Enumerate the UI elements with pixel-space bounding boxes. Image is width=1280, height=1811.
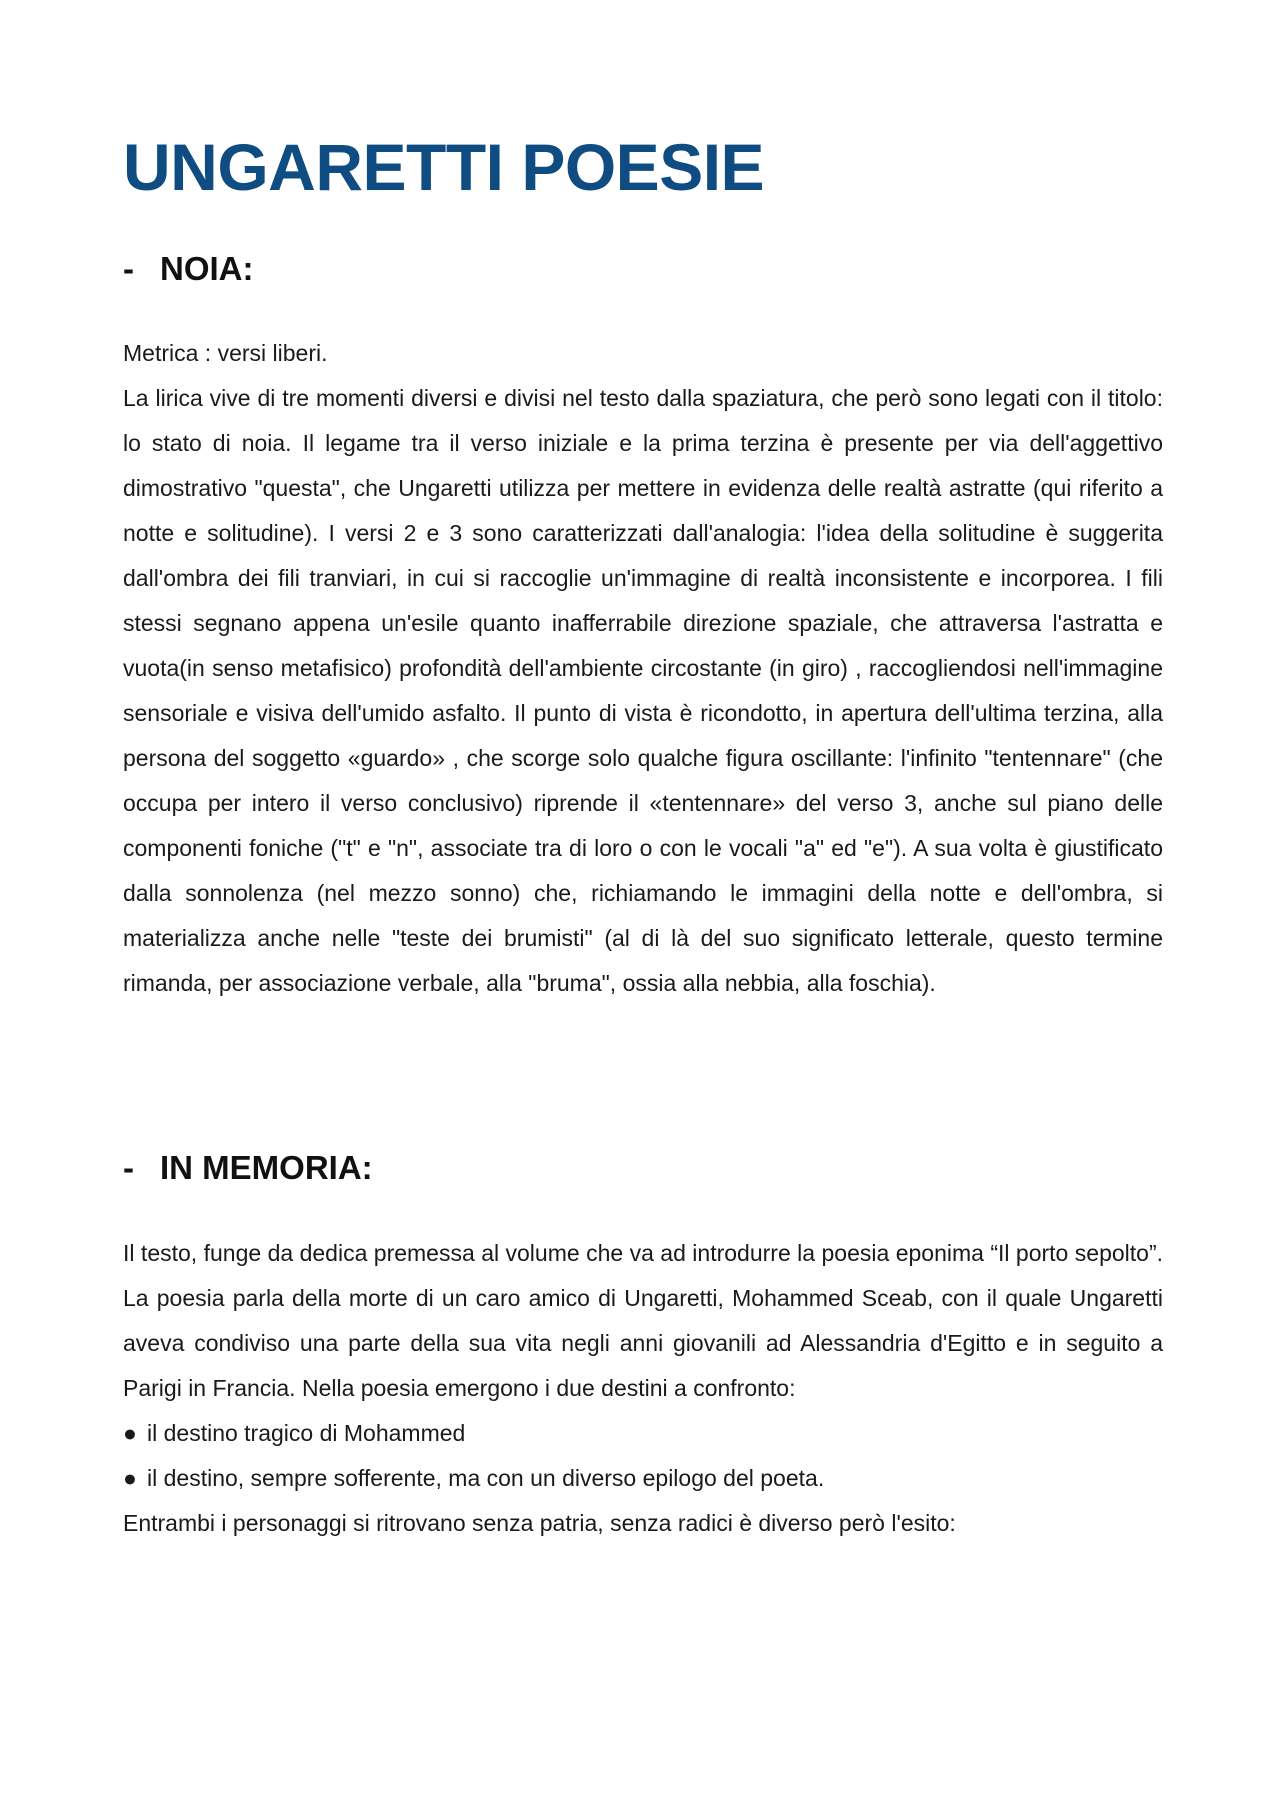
list-item xyxy=(123,1456,1163,1501)
document-title: UNGARETTI POESIE xyxy=(123,130,765,204)
bullet-icon: ● xyxy=(123,1465,137,1491)
destini-list xyxy=(123,1411,1163,1501)
in-memoria-intro: Il testo, funge da dedica premessa al volume che va ad introdurre la poesia eponima “Il porto sepolto”. La poesia parla della morte di un caro amico di Ungaretti, Mohammed Sceab, con il quale Ungaretti aveva condiviso una parte della sua vita negli anni giovanili ad Alessandria d'Egitto e in seguito a Parigi in Francia. Nella poesia emergono i due destini a confronto: xyxy=(123,1240,1163,1401)
noia-paragraph: La lirica vive di tre momenti diversi e divisi nel testo dalla spaziatura, che però sono legati con il titolo: lo stato di noia. Il legame tra il verso iniziale e la prima terzina è presente per via dell'aggettivo dimostrativo "questa", che Ungaretti utilizza per mettere in evidenza delle realtà astratte (qui riferito a notte e solitudine). I versi 2 e 3 sono caratterizzati dall'analogia: l'idea della solitudine è suggerita dall'ombra dei fili tranviari, in cui si raccoglie un'immagine di realtà inconsistente e incorporea. I fili stessi segnano appena un'esile quanto inafferrabile direzione spaziale, che attraversa l'astratta e vuota(in senso metafisico) profondità dell'ambiente circostante (in giro) , raccogliendosi nell'immagine sensoriale e visiva dell'umido asfalto. Il punto di vista è ricondotto, in apertura dell'ultima terzina, alla persona del soggetto «guardo» , che scorge solo qualche figura oscillante: l'infinito "tentennare" (che occupa per intero il verso conclusivo) riprende il «tentennare» del verso 3, anche sul piano delle componenti foniche ("t" e "n", associate tra di loro o con le vocali "a" ed "e"). A sua volta è giustificato dalla sonnolenza (nel mezzo sonno) che, richiamando le immagini della notte e dell'ombra, si materializza anche nelle "teste dei brumisti" (al di là del suo significato letterale, questo termine rimanda, per associazione verbale, alla "bruma", ossia alla nebbia, alla foschia). xyxy=(123,385,1163,996)
in-memoria-closing: Entrambi i personaggi si ritrovano senza patria, senza radici è diverso però l'esito: xyxy=(123,1510,956,1536)
bullet-icon: ● xyxy=(123,1420,137,1446)
section-heading-in-memoria xyxy=(123,1146,373,1190)
section-heading-label: NOIA: xyxy=(160,250,254,287)
list-item-text: il destino tragico di Mohammed xyxy=(147,1420,466,1446)
section-heading-noia xyxy=(123,247,254,291)
noia-body xyxy=(123,331,1163,1006)
list-item-text: il destino, sempre sofferente, ma con un diverso epilogo del poeta. xyxy=(147,1465,825,1491)
heading-dash: - xyxy=(123,1149,134,1186)
noia-metrica: Metrica : versi liberi. xyxy=(123,340,328,366)
list-item xyxy=(123,1411,1163,1456)
heading-dash: - xyxy=(123,250,134,287)
in-memoria-body xyxy=(123,1231,1163,1546)
section-heading-label: IN MEMORIA: xyxy=(160,1149,373,1186)
